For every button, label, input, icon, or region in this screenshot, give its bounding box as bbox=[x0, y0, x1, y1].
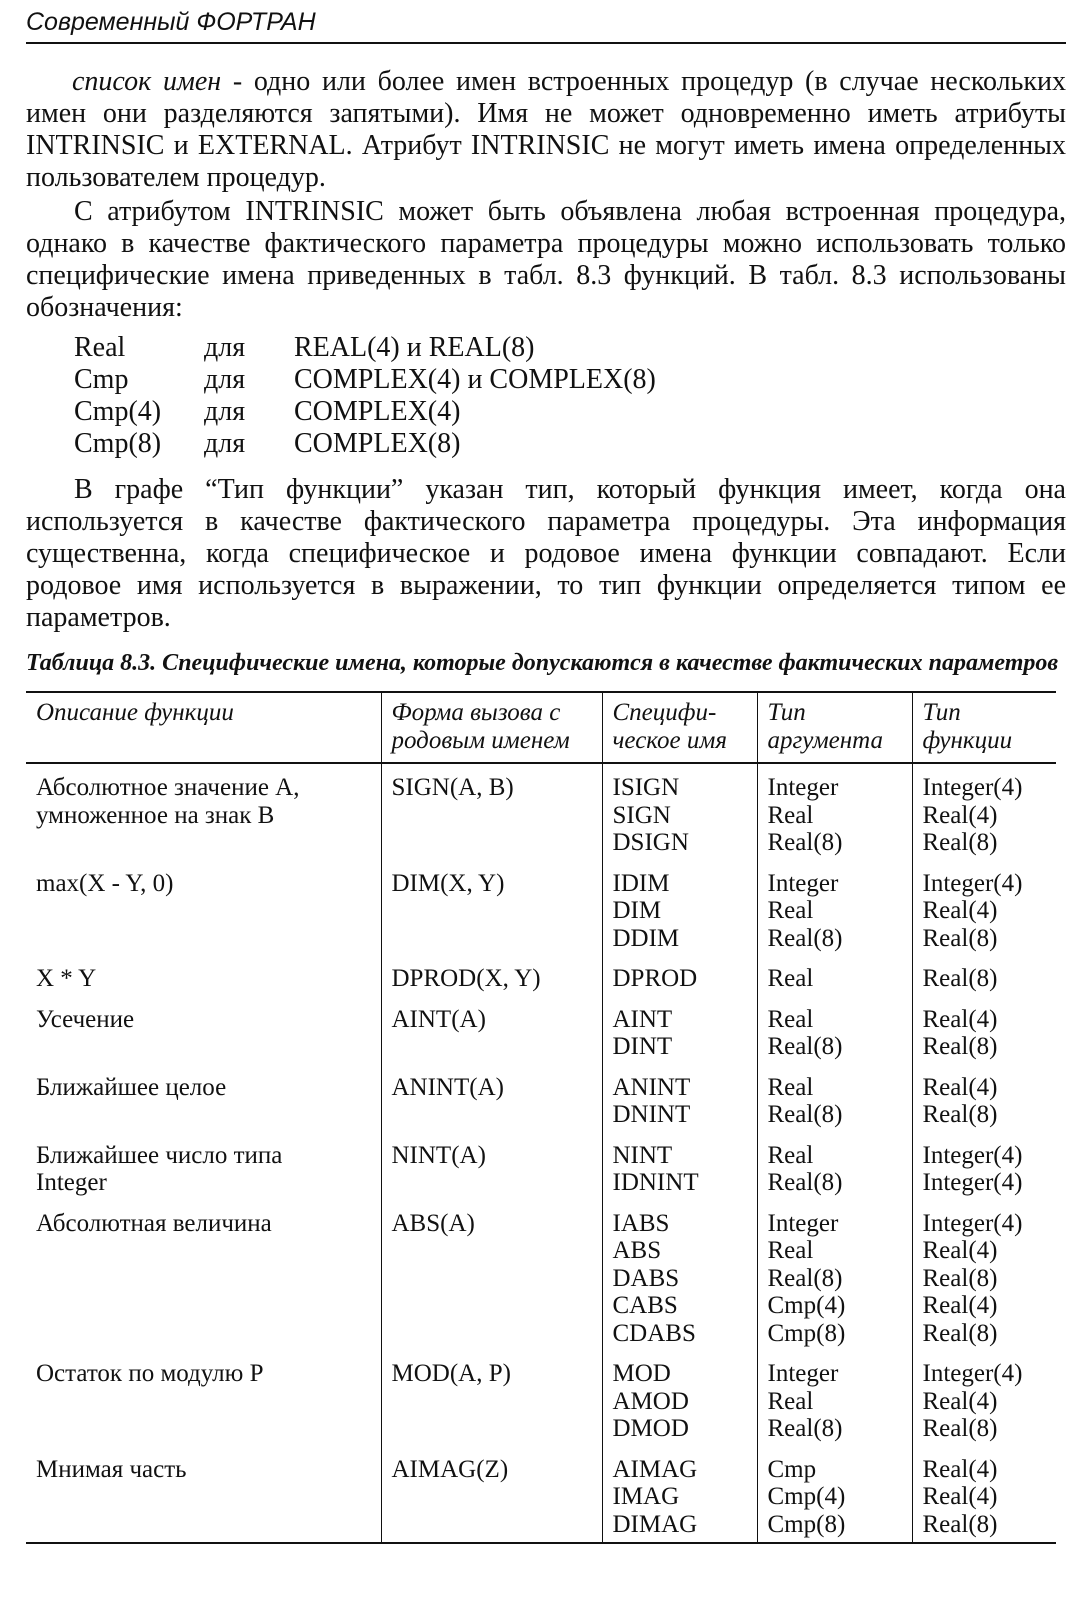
cell-argument-types bbox=[757, 962, 912, 1003]
header-description bbox=[26, 692, 381, 763]
cell-line: IDIM bbox=[612, 869, 670, 897]
cell-line: AMOD bbox=[612, 1387, 689, 1415]
cell-line: IDNINT bbox=[612, 1169, 699, 1196]
cell-line: Integer(4) bbox=[922, 1141, 1023, 1169]
cell-line: Real bbox=[767, 965, 814, 992]
header-argument-type bbox=[757, 692, 912, 763]
notation-for: для bbox=[204, 428, 246, 459]
header-function-type bbox=[912, 692, 1056, 763]
table-row bbox=[26, 1139, 1056, 1207]
cell-function-types bbox=[912, 1207, 1056, 1358]
body-text-2 bbox=[26, 474, 1066, 634]
cell-line: Ближайшее целое bbox=[36, 1073, 227, 1101]
cell-generic-call bbox=[381, 1003, 602, 1071]
body-text bbox=[26, 66, 1066, 324]
table-row bbox=[26, 1003, 1056, 1071]
cell-line: Real bbox=[767, 801, 814, 829]
cell-line: Real bbox=[767, 1073, 814, 1101]
cell-line: Real bbox=[767, 1237, 814, 1264]
cell-argument-types bbox=[757, 763, 912, 867]
cell-line: SIGN(A, B) bbox=[391, 774, 514, 801]
cell-function-types bbox=[912, 763, 1056, 867]
cell-function-types bbox=[912, 1453, 1056, 1544]
notation-row bbox=[74, 364, 1066, 396]
cell-generic-call bbox=[381, 763, 602, 867]
cell-line: DDIM bbox=[612, 924, 680, 952]
cell-line: max(X - Y, 0) bbox=[36, 869, 174, 897]
cell-argument-types bbox=[757, 1003, 912, 1071]
cell-line: Real(8) bbox=[767, 1264, 843, 1292]
cell-line: Real(4) bbox=[922, 1237, 998, 1264]
cell-line: ABS bbox=[612, 1237, 662, 1264]
cell-line: SIGN bbox=[612, 801, 671, 829]
cell-generic-call bbox=[381, 962, 602, 1003]
cell-line: Real(8) bbox=[922, 1319, 998, 1347]
notation-row bbox=[74, 428, 1066, 460]
cell-line: Real(8) bbox=[922, 829, 998, 856]
table-caption: Таблица 8.3. Специфические имена, которые допускаются в качестве фактических параметров bbox=[26, 650, 1059, 676]
cell-specific-names bbox=[602, 1071, 757, 1139]
cell-line: DMOD bbox=[612, 1415, 689, 1442]
header-line: Тип bbox=[767, 699, 806, 726]
header-line: Тип bbox=[922, 699, 961, 726]
cell-argument-types bbox=[757, 1357, 912, 1453]
cell-line: Cmp(8) bbox=[767, 1510, 846, 1538]
cell-line: ISIGN bbox=[612, 774, 680, 801]
table-row bbox=[26, 1207, 1056, 1358]
cell-specific-names bbox=[602, 962, 757, 1003]
cell-specific-names bbox=[602, 1003, 757, 1071]
cell-line: Real(4) bbox=[922, 801, 998, 829]
cell-line: Real(4) bbox=[922, 1005, 998, 1033]
cell-line: NINT(A) bbox=[391, 1141, 486, 1169]
table-row bbox=[26, 763, 1056, 867]
cell-function-types bbox=[912, 867, 1056, 963]
cell-generic-call bbox=[381, 867, 602, 963]
cell-specific-names bbox=[602, 763, 757, 867]
cell-description bbox=[26, 1453, 381, 1544]
header-line: Специфи- bbox=[612, 699, 717, 726]
cell-line: Real(4) bbox=[922, 1483, 998, 1510]
paragraph-1 bbox=[26, 66, 1066, 194]
notation-meaning: COMPLEX(8) bbox=[294, 428, 461, 459]
notation-meaning: REAL(4) и REAL(8) bbox=[294, 332, 535, 363]
notation-term: Cmp(8) bbox=[74, 428, 162, 459]
header-line: родовым именем bbox=[391, 726, 570, 754]
cell-description bbox=[26, 867, 381, 963]
cell-line: MOD bbox=[612, 1360, 671, 1387]
cell-function-types bbox=[912, 1071, 1056, 1139]
cell-line: Усечение bbox=[36, 1005, 135, 1033]
notation-term: Cmp bbox=[74, 364, 129, 395]
cell-argument-types bbox=[757, 1139, 912, 1207]
cell-description bbox=[26, 1139, 381, 1207]
cell-line: NINT bbox=[612, 1141, 673, 1169]
cell-line: Real bbox=[767, 897, 814, 924]
cell-line: Integer bbox=[767, 774, 839, 801]
cell-line: Real(8) bbox=[767, 1101, 843, 1128]
table-row bbox=[26, 1357, 1056, 1453]
cell-line: Integer(4) bbox=[922, 869, 1023, 897]
cell-line: Real(8) bbox=[767, 1415, 843, 1442]
header-specific-name bbox=[602, 692, 757, 763]
cell-line: Cmp(8) bbox=[767, 1319, 846, 1347]
cell-line: Real(4) bbox=[922, 1387, 998, 1415]
cell-line: DSIGN bbox=[612, 829, 689, 856]
cell-line: IMAG bbox=[612, 1483, 680, 1510]
table-row bbox=[26, 867, 1056, 963]
cell-line: DIMAG bbox=[612, 1510, 698, 1538]
cell-line: DNINT bbox=[612, 1101, 691, 1128]
cell-line: Integer(4) bbox=[922, 1209, 1023, 1237]
cell-line: Real(8) bbox=[922, 965, 998, 992]
cell-line: DIM(X, Y) bbox=[391, 869, 505, 897]
cell-line: DINT bbox=[612, 1033, 673, 1060]
cell-line: X * Y bbox=[36, 965, 97, 992]
cell-line: Real(4) bbox=[922, 1455, 998, 1483]
cell-function-types bbox=[912, 1003, 1056, 1071]
notation-row bbox=[74, 332, 1066, 364]
cell-description bbox=[26, 962, 381, 1003]
cell-generic-call bbox=[381, 1207, 602, 1358]
cell-line: Real(4) bbox=[922, 1292, 998, 1319]
cell-line: Real(8) bbox=[767, 829, 843, 856]
cell-line: Integer bbox=[767, 1209, 839, 1237]
header-line: аргумента bbox=[767, 726, 884, 754]
cell-line: DIM bbox=[612, 897, 662, 924]
table-row bbox=[26, 962, 1056, 1003]
notation-list bbox=[74, 332, 1066, 460]
cell-line: DPROD(X, Y) bbox=[391, 965, 541, 992]
cell-function-types bbox=[912, 1139, 1056, 1207]
paragraph-2: С атрибутом INTRINSIC может быть объявлена любая встроенная процедура, однако в качестве фактического параметра процедуры можно использовать только специфические имена приведенных в табл. 8.3 функций. В табл. 8.3 использованы обозначения: bbox=[26, 196, 1066, 323]
cell-generic-call bbox=[381, 1357, 602, 1453]
cell-line: Integer(4) bbox=[922, 774, 1023, 801]
cell-line: Real(8) bbox=[922, 1033, 998, 1060]
cell-line: ANINT bbox=[612, 1073, 691, 1101]
cell-line: Real(8) bbox=[922, 924, 998, 952]
cell-line: CABS bbox=[612, 1292, 678, 1319]
cell-argument-types bbox=[757, 867, 912, 963]
cell-generic-call bbox=[381, 1453, 602, 1544]
term-name-list: список имен bbox=[72, 66, 222, 97]
cell-line: Real(8) bbox=[767, 1169, 843, 1196]
cell-specific-names bbox=[602, 1207, 757, 1358]
notation-term: Real bbox=[74, 332, 126, 363]
cell-line: AIMAG(Z) bbox=[391, 1455, 509, 1483]
cell-line: Real(8) bbox=[767, 924, 843, 952]
cell-line: MOD(A, P) bbox=[391, 1360, 511, 1387]
cell-argument-types bbox=[757, 1207, 912, 1358]
cell-line: умноженное на знак B bbox=[36, 801, 275, 829]
notation-meaning: COMPLEX(4) и COMPLEX(8) bbox=[294, 364, 656, 395]
table-header-row bbox=[26, 692, 1056, 763]
cell-line: Real(8) bbox=[922, 1101, 998, 1128]
cell-line: Real(8) bbox=[922, 1415, 998, 1442]
cell-line: AIMAG bbox=[612, 1455, 698, 1483]
cell-function-types bbox=[912, 1357, 1056, 1453]
cell-line: Integer bbox=[767, 1360, 839, 1387]
notation-for: для bbox=[204, 396, 246, 427]
cell-specific-names bbox=[602, 1453, 757, 1544]
cell-line: ABS(A) bbox=[391, 1209, 475, 1237]
cell-function-types bbox=[912, 962, 1056, 1003]
header-generic-call bbox=[381, 692, 602, 763]
cell-line: Integer(4) bbox=[922, 1360, 1023, 1387]
paragraph-3: В графе “Тип функции” указан тип, который функция имеет, когда она используется в качестве фактического параметра процедуры. Эта информация существенна, когда специфическое и родовое имена функции совпадают. Если родовое имя используется в выражении, то тип функции определяется типом ее параметров. bbox=[26, 474, 1066, 633]
cell-line: Integer(4) bbox=[922, 1169, 1023, 1196]
cell-line: AINT(A) bbox=[391, 1005, 486, 1033]
cell-line: Real(8) bbox=[767, 1033, 843, 1060]
cell-line: ANINT(A) bbox=[391, 1073, 504, 1101]
cell-description bbox=[26, 1207, 381, 1358]
cell-argument-types bbox=[757, 1071, 912, 1139]
cell-line: DABS bbox=[612, 1264, 680, 1292]
cell-description bbox=[26, 1071, 381, 1139]
cell-line: IABS bbox=[612, 1209, 670, 1237]
cell-line: Cmp(4) bbox=[767, 1292, 846, 1319]
cell-description bbox=[26, 763, 381, 867]
cell-description bbox=[26, 1357, 381, 1453]
cell-line: Абсолютное значение A, bbox=[36, 774, 300, 801]
cell-line: Cmp(4) bbox=[767, 1483, 846, 1510]
notation-for: для bbox=[204, 332, 246, 363]
header-line: Форма вызова с bbox=[391, 699, 561, 726]
cell-line: DPROD bbox=[612, 965, 698, 992]
cell-line: Real bbox=[767, 1005, 814, 1033]
table-row bbox=[26, 1453, 1056, 1544]
table-row bbox=[26, 1071, 1056, 1139]
cell-line: Ближайшее число типа bbox=[36, 1141, 283, 1169]
cell-line: Остаток по модулю P bbox=[36, 1360, 264, 1387]
cell-line: CDABS bbox=[612, 1319, 696, 1347]
cell-line: Integer bbox=[36, 1169, 107, 1196]
cell-line: Real bbox=[767, 1141, 814, 1169]
notation-row bbox=[74, 396, 1066, 428]
paragraph-1-text: - одно или более имен встроенных процедур (в случае нескольких имен они разделяются запятыми). Имя не может одновременно иметь атрибуты INTRINSIC и EXTERNAL. Атрибут INTRINSIC не могут иметь имена определенных пользователем процедур. bbox=[26, 66, 1066, 193]
cell-line: AINT bbox=[612, 1005, 673, 1033]
cell-line: Мнимая часть bbox=[36, 1455, 187, 1483]
specific-names-table bbox=[26, 691, 1056, 1544]
notation-meaning: COMPLEX(4) bbox=[294, 396, 461, 427]
header-line: Описание функции bbox=[36, 699, 234, 726]
table-body bbox=[26, 763, 1056, 1543]
cell-generic-call bbox=[381, 1071, 602, 1139]
cell-line: Real(8) bbox=[922, 1264, 998, 1292]
cell-argument-types bbox=[757, 1453, 912, 1544]
cell-line: Cmp bbox=[767, 1455, 817, 1483]
cell-description bbox=[26, 1003, 381, 1071]
cell-generic-call bbox=[381, 1139, 602, 1207]
header-line: ческое имя bbox=[612, 726, 727, 754]
header-line: функции bbox=[922, 726, 1013, 754]
cell-line: Real(4) bbox=[922, 1073, 998, 1101]
notation-term: Cmp(4) bbox=[74, 396, 162, 427]
running-head: Современный ФОРТРАН bbox=[26, 0, 1066, 44]
cell-line: Real bbox=[767, 1387, 814, 1415]
cell-line: Real(8) bbox=[922, 1510, 998, 1538]
cell-specific-names bbox=[602, 867, 757, 963]
cell-line: Real(4) bbox=[922, 897, 998, 924]
cell-line: Integer bbox=[767, 869, 839, 897]
cell-line: Абсолютная величина bbox=[36, 1209, 272, 1237]
notation-for: для bbox=[204, 364, 246, 395]
cell-specific-names bbox=[602, 1139, 757, 1207]
cell-specific-names bbox=[602, 1357, 757, 1453]
